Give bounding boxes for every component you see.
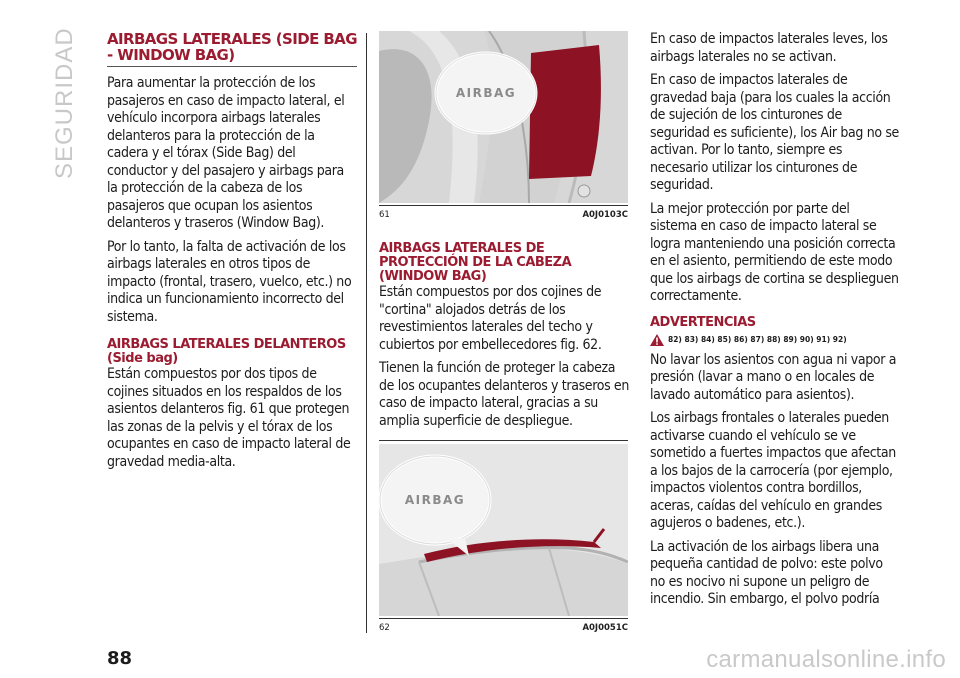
paragraph: No lavar los asientos con agua ni vapor a presión (lavar a mano o en locales de lavado automático para asientos).: [650, 351, 897, 403]
paragraph: Los airbags frontales o laterales pueden activarse cuando el vehículo se ve sometido a fuertes impactos que afectan a los bajos de la carrocería (por ejemplo, impactos violentos contra bordillos, aceras, caídas del vehículo en grandes agujeros o badenes, etc.).: [650, 410, 896, 531]
figure-61-label: AIRBAG: [455, 86, 517, 100]
paragraph: La mejor protección por parte del sistema en caso de impacto lateral se logra manteniendo una posición correcta en el asiento, permitiendo de este modo que los airbags de cortina se desplieguen correctamente.: [650, 200, 899, 304]
paragraph: Para aumentar la protección de los pasajeros en caso de impacto lateral, el vehículo incorpora airbags laterales delanteros para la protección de la cadera y el tórax (Side Bag) del conductor y del pasajero y airbags para la protección de la cabeza de los pasajeros que ocupan los asientos delanteros y traseros (Window Bag).: [107, 75, 345, 231]
figure-62-label: AIRBAG: [404, 493, 466, 507]
column-2: [379, 31, 630, 633]
figure-code: A0J0103C: [582, 210, 628, 220]
figure-number: 61: [379, 210, 390, 220]
warning-refs-text: 82) 83) 84) 85) 86) 87) 88) 89) 90) 91) 92): [668, 335, 847, 344]
figure-61: [379, 31, 628, 220]
watermark: carmanualsonline.info: [706, 646, 946, 673]
paragraph: La activación de los airbags libera una pequeña cantidad de polvo: este polvo no es nocivo ni supone un peligro de incendio. Sin embargo, el polvo podría: [650, 538, 883, 607]
warning-triangle-icon: [650, 334, 664, 346]
page-number: 88: [107, 648, 133, 669]
window-bag-illustration: [379, 444, 628, 616]
warnings-heading: ADVERTENCIAS: [650, 314, 756, 330]
figure-number: 62: [379, 623, 390, 633]
figure-code: A0J0051C: [582, 623, 628, 633]
paragraph: Están compuestos por dos tipos de cojines situados en los respaldos de los asientos delanteros fig. 61 que protegen las zonas de la pelvis y el tórax de los ocupantes en caso de impacto lateral de gravedad media-alta.: [107, 366, 351, 470]
paragraph: Están compuestos por dos cojines de "cortina" alojados detrás de los revestimientos laterales del techo y cubiertos por embellecedores fig. 62.: [379, 284, 602, 353]
subheading: AIRBAGS LATERALES DELANTEROS (Side bag): [107, 337, 346, 366]
column-1: [107, 31, 357, 477]
column-3: [650, 31, 900, 615]
section-label: SEGURIDAD: [51, 27, 78, 179]
section-heading: AIRBAGS LATERALES (SIDE BAG - WINDOW BAG): [107, 31, 357, 67]
figure-61-caption: [379, 205, 628, 220]
column-divider: [366, 33, 367, 633]
figure-62-caption: [379, 618, 628, 633]
warning-references: [650, 334, 900, 346]
seat-airbag-illustration: [379, 31, 628, 203]
paragraph: Por lo tanto, la falta de activación de los airbags laterales en otros tipos de impacto (frontal, trasero, vuelco, etc.) no indica un funcionamiento incorrecto del sistema.: [107, 238, 352, 325]
paragraph: Tienen la función de proteger la cabeza de los ocupantes delanteros y traseros en caso de impacto lateral, gracias a su amplia superficie de despliegue.: [379, 360, 629, 429]
paragraph: En caso de impactos laterales leves, los airbags laterales no se activan.: [650, 31, 888, 65]
figure-62: [379, 444, 628, 633]
paragraph: En caso de impactos laterales de gravedad baja (para los cuales la acción de sujeción de los cinturones de seguridad es suficiente), los Air bag no se activan. Por lo tanto, siempre es necesario utilizar los cinturones de seguridad.: [650, 72, 899, 193]
subheading: AIRBAGS LATERALES DE PROTECCIÓN DE LA CABEZA (WINDOW BAG): [379, 241, 572, 284]
